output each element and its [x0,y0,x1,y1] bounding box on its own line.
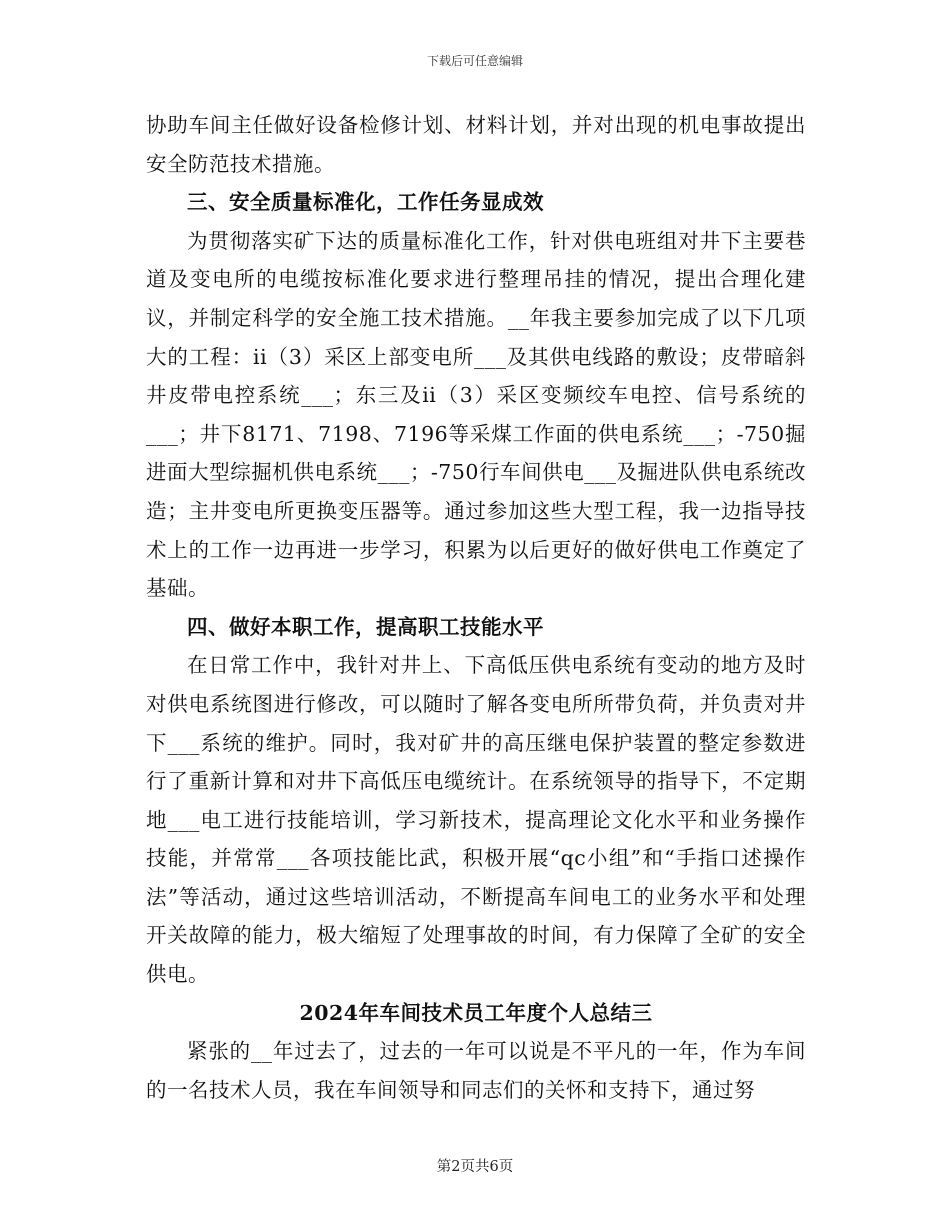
section-heading-3: 三、安全质量标准化，工作任务显成效 [187,190,544,215]
document-body [146,106,806,1109]
section-heading-4: 四、做好本职工作，提高职工技能水平 [187,614,544,639]
paragraph-intro: 紧张的__年过去了，过去的一年可以说是不平凡的一年，作为车间的一名技术人员，我在车间领导和同志们的关怀和支持下，通过努 [146,1039,806,1102]
paragraph-section-4: 在日常工作中，我针对井上、下高低压供电系统有变动的地方及时对供电系统图进行修改，可以随时了解各变电所所带负荷，并负责对井下___系统的维护。同时，我对矿井的高压继电保护装置的整定参数进行了重新计算和对井下高低压电缆统计。在系统领导的指导下，不定期地___电工进行技能培训，学习新技术，提高理论文化水平和业务操作技能，并常常___各项技能比武，积极开展“qc小组”和“手指口述操作法”等活动，通过这些培训活动，不断提高车间电工的业务水平和处理开关故障的能力，极大缩短了处理事故的时间，有力保障了全矿的安全供电。 [146,653,806,987]
paragraph-continuation: 协助车间主任做好设备检修计划、材料计划，并对出现的机电事故提出安全防范技术措施。 [146,113,806,176]
page-number-footer: 第2页共6页 [436,1159,514,1175]
paragraph-section-3: 为贯彻落实矿下达的质量标准化工作，针对供电班组对井下主要巷道及变电所的电缆按标准化要求进行整理吊挂的情况，提出合理化建议，并制定科学的安全施工技术措施。__年我主要参加完成了以下几项大的工程：ii（3）采区上部变电所___及其供电线路的敷设；皮带暗斜井皮带电控系统___；东三及ii（3）采区变频绞车电控、信号系统的___；井下8171、7198、7196等采煤工作面的供电系统___；-750掘进面大型综掘机供电系统___；-750行车间供电___及掘进队供电系统改造；主井变电所更换变压器等。通过参加这些大型工程，我一边指导技术上的工作一边再进一步学习，积累为以后更好的做好供电工作奠定了基础。 [146,228,806,601]
document-title: 2024年车间技术员工年度个人总结三 [299,1000,653,1025]
page-header: 下载后可任意编辑 [426,54,523,68]
